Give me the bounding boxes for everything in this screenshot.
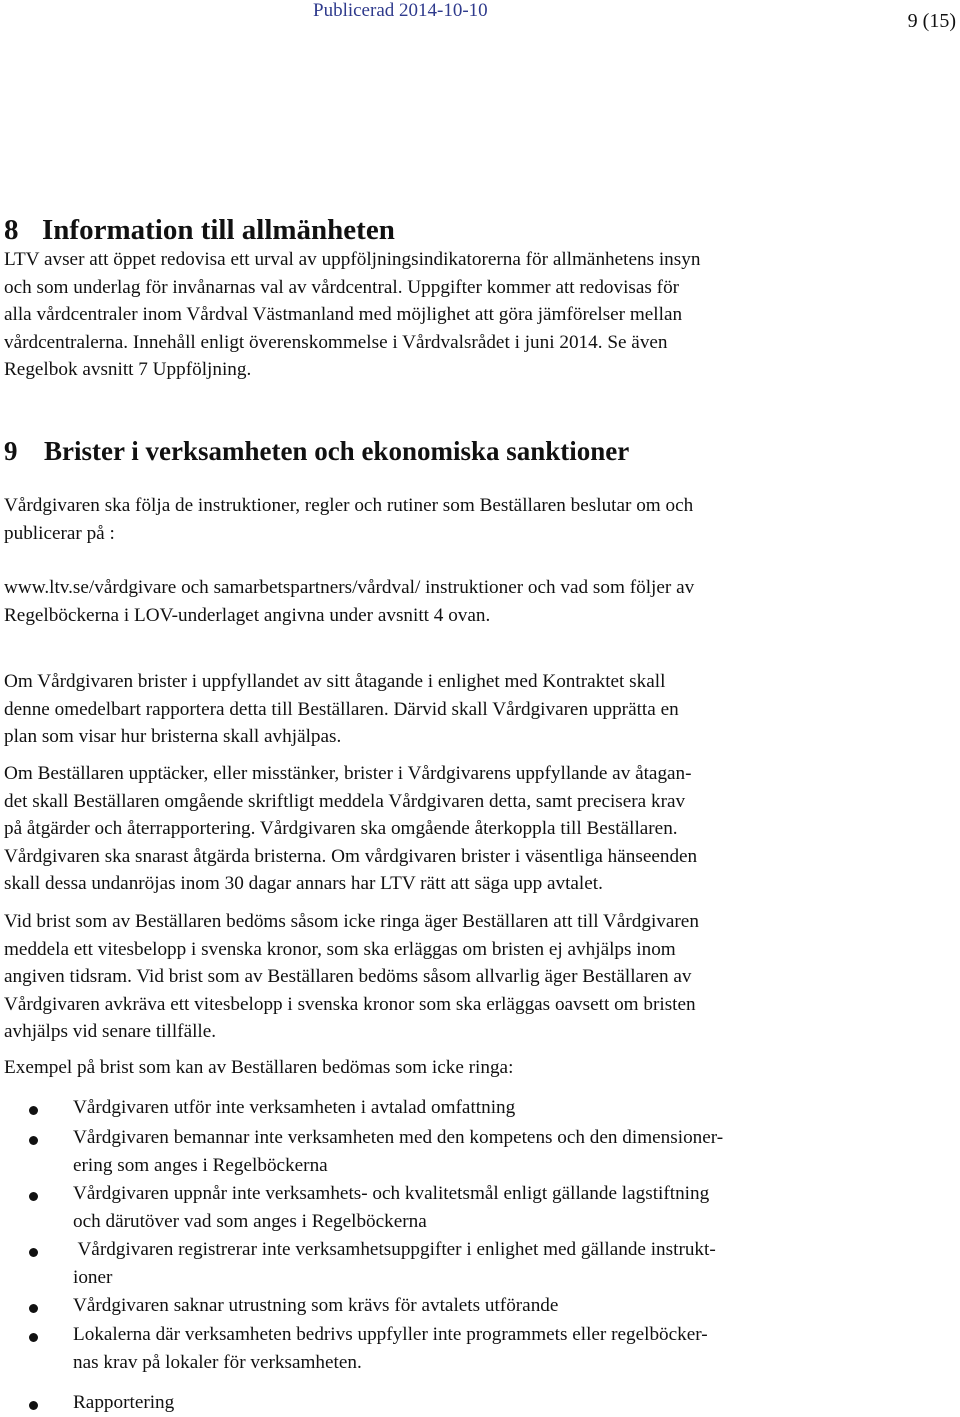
text-line: Vårdgivaren registrerar inte verksamhetsuppgifter i enlighet med gällande instrukt- (73, 1239, 716, 1260)
bullet-icon (29, 1192, 38, 1201)
text-line: Vårdgivaren ska snarast åtgärda bristerna. Om vårdgivaren brister i väsentliga hänseenden (4, 845, 698, 867)
section-8-paragraph (4, 246, 960, 384)
text-line: skall dessa undanröjas inom 30 dagar annars har LTV rätt att säga upp avtalet. (4, 873, 603, 895)
section-9-paragraph-6 (4, 1054, 960, 1082)
text-line: nas krav på lokaler för verksamheten. (73, 1351, 362, 1373)
bullet-icon (29, 1304, 38, 1313)
text-line: Exempel på brist som kan av Beställaren bedömas som icke ringa: (4, 1057, 514, 1078)
text-line: Vårdgivaren avkräva ett vitesbelopp i svenska kronor som ska erläggas oavsett om bristen (4, 993, 696, 1015)
text-line: plan som visar hur bristerna skall avhjälpas. (4, 726, 342, 748)
text-line: Vid brist som av Beställaren bedöms såsom icke ringa äger Beställaren att till Vårdgivaren (4, 911, 699, 932)
list-item-text (73, 1292, 558, 1320)
section-9-heading (4, 436, 629, 467)
section-9-number: 9 (4, 436, 18, 466)
section-9-paragraph-2 (4, 574, 960, 629)
text-line: Rapportering (73, 1392, 175, 1413)
text-line: Om Vårdgivaren brister i uppfyllandet av sitt åtagande i enlighet med Kontraktet skall (4, 671, 666, 692)
text-line: LTV avser att öppet redovisa ett urval av uppföljningsindikatorerna för allmänhetens insyn (4, 249, 701, 270)
list-item-text (73, 1094, 515, 1122)
section-9-paragraph-1 (4, 492, 960, 547)
text-line: Lokalerna där verksamheten bedrivs uppfyller inte programmets eller regelböcker- (73, 1324, 708, 1345)
text-line: Regelböckerna i LOV-underlaget angivna under avsnitt 4 ovan. (4, 604, 491, 626)
list-item-text (73, 1180, 709, 1235)
section-9-paragraph-4 (4, 760, 960, 898)
text-line: Vårdgivaren saknar utrustning som krävs för avtalets utförande (73, 1295, 559, 1316)
text-line: alla vårdcentraler inom Vårdval Västmanland med möjlighet att göra jämförelser mellan (4, 304, 683, 326)
text-line: på åtgärder och återrapportering. Vårdgivaren ska omgående återkoppla till Beställaren. (4, 818, 678, 840)
section-8-heading (4, 214, 395, 247)
bullet-icon (29, 1106, 38, 1115)
list-item-text (73, 1124, 723, 1179)
text-line: vårdcentralerna. Innehåll enligt överenskommelse i Vårdvalsrådet i juni 2014. Se även (4, 331, 668, 353)
text-line: www.ltv.se/vårdgivare och samarbetspartners/vårdval/ instruktioner och vad som följer av (4, 577, 695, 598)
text-line: denne omedelbart rapportera detta till Beställaren. Därvid skall Vårdgivaren upprätta en (4, 698, 679, 720)
text-line: Vårdgivaren ska följa de instruktioner, regler och rutiner som Beställaren beslutar om och (4, 495, 694, 516)
text-line: Vårdgivaren uppnår inte verksamhets- och kvalitetsmål enligt gällande lagstiftning (73, 1183, 710, 1204)
text-line: meddela ett vitesbelopp i svenska kronor, som ska erläggas om bristen ej avhjälps inom (4, 938, 676, 960)
text-line: och därutöver vad som anges i Regelböckerna (73, 1210, 427, 1232)
text-line: avhjälps vid senare tillfälle. (4, 1021, 217, 1043)
list-item-text (73, 1321, 708, 1376)
section-9-paragraph-5 (4, 908, 960, 1046)
section-8-title: Information till allmänheten (42, 214, 395, 246)
section-9-title: Brister i verksamheten och ekonomiska sanktioner (44, 436, 630, 466)
bullet-icon (29, 1248, 38, 1257)
page-number: 9 (15) (907, 10, 956, 32)
section-8-number: 8 (4, 214, 19, 246)
text-line: det skall Beställaren omgående skriftligt meddela Vårdgivaren detta, samt precisera krav (4, 790, 686, 812)
text-line: Vårdgivaren bemannar inte verksamheten med den kompetens och den dimensioner- (73, 1127, 724, 1148)
text-line: Om Beställaren upptäcker, eller misstänker, brister i Vårdgivarens uppfyllande av åtagan- (4, 763, 692, 784)
text-line: Vårdgivaren utför inte verksamheten i avtalad omfattning (73, 1097, 516, 1118)
list-item-text (73, 1236, 716, 1291)
bullet-icon (29, 1136, 38, 1145)
text-line: ering som anges i Regelböckerna (73, 1154, 328, 1176)
bullet-icon (29, 1333, 38, 1342)
published-date: Publicerad 2014-10-10 (313, 0, 488, 21)
list-item-text (73, 1389, 174, 1417)
text-line: och som underlag för invånarnas val av vårdcentral. Uppgifter kommer att redovisas för (4, 276, 680, 298)
text-line: angiven tidsram. Vid brist som av Beställaren bedöms såsom allvarlig äger Beställaren av (4, 966, 692, 988)
section-9-paragraph-3 (4, 668, 960, 751)
text-line: publicerar på : (4, 522, 115, 544)
text-line: ioner (73, 1266, 113, 1288)
text-line: Regelbok avsnitt 7 Uppföljning. (4, 359, 252, 381)
bullet-icon (29, 1401, 38, 1410)
